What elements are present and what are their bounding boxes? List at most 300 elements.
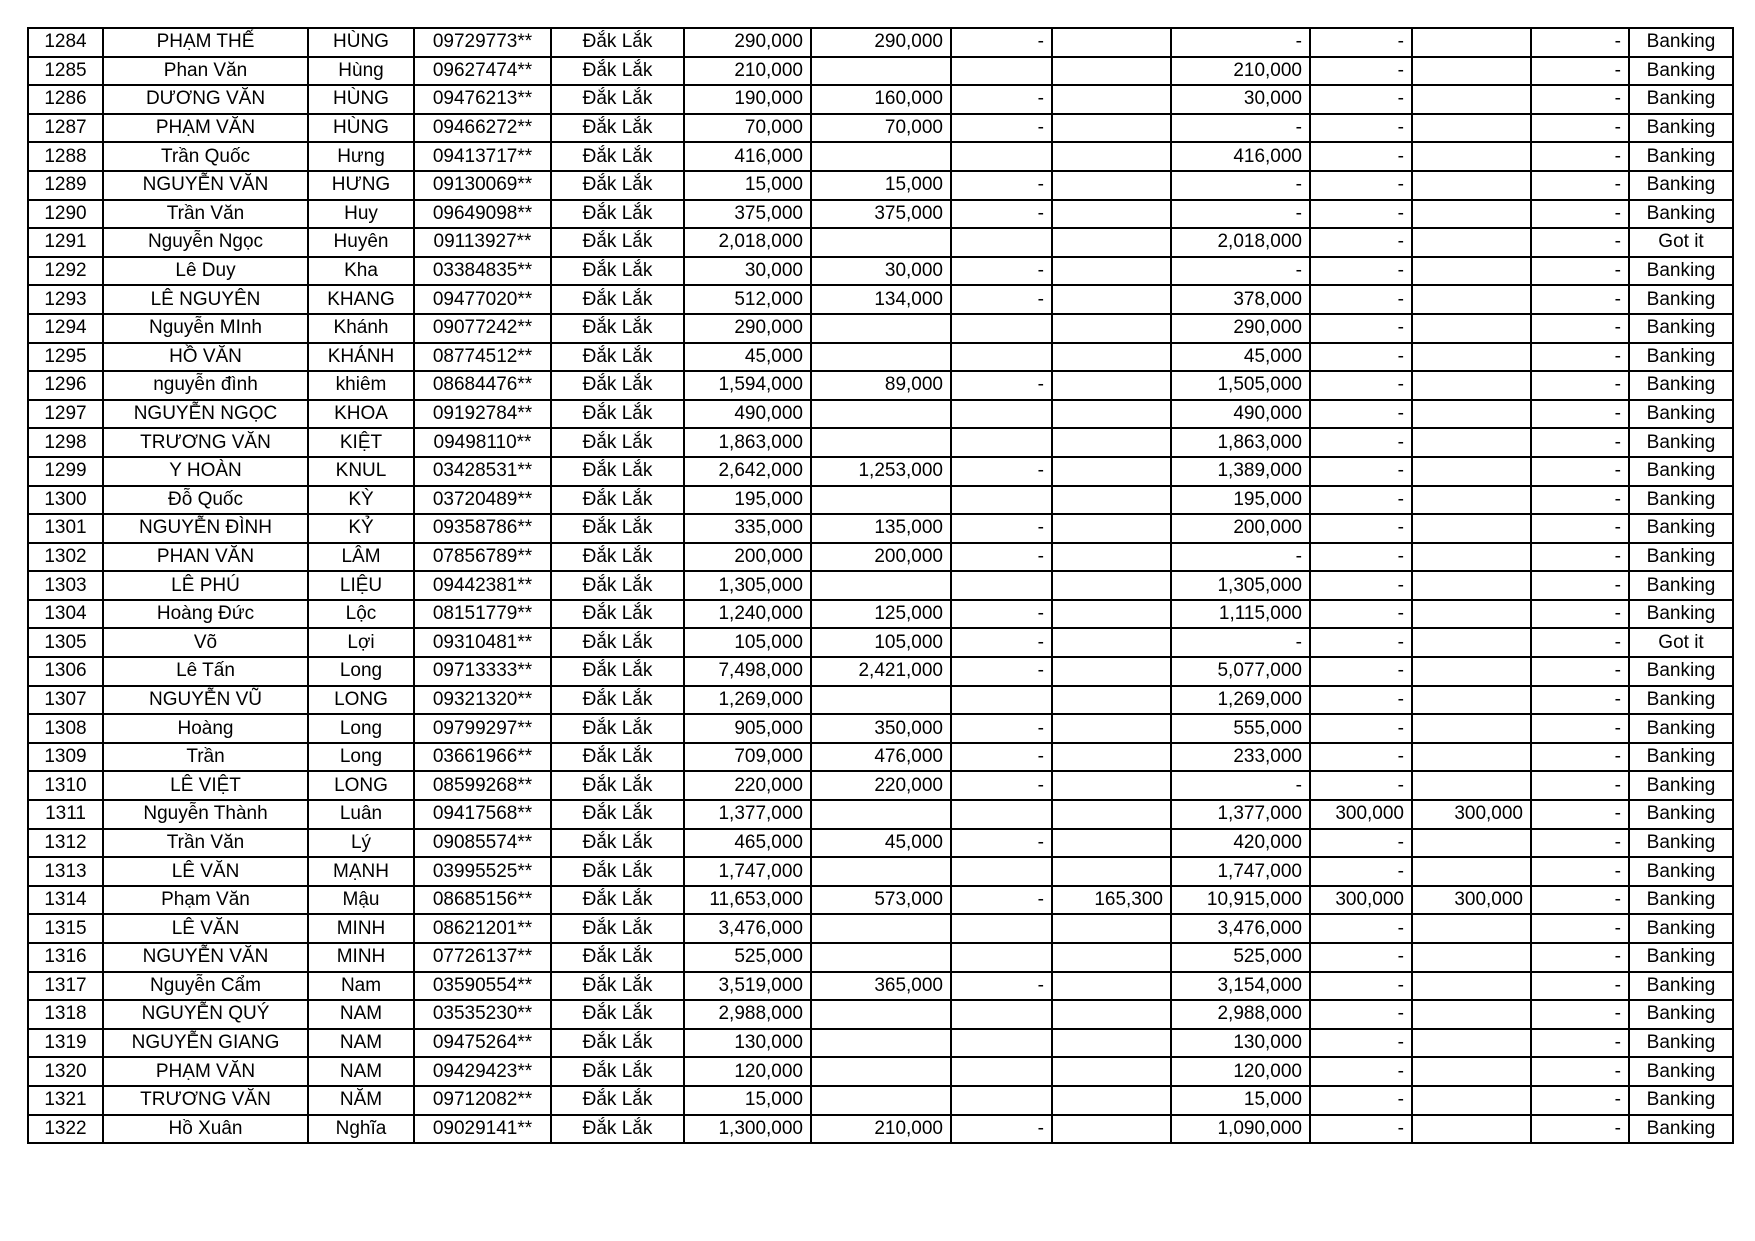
col13-cell: - xyxy=(1531,457,1629,486)
col11-cell: - xyxy=(1310,114,1412,143)
col9-cell xyxy=(1052,514,1171,543)
method-cell: Banking xyxy=(1629,1086,1733,1115)
phone-cell: 09649098** xyxy=(414,200,551,229)
total-cell: 3,476,000 xyxy=(684,914,811,943)
method-cell: Banking xyxy=(1629,743,1733,772)
method-cell: Banking xyxy=(1629,857,1733,886)
phone-cell: 09130069** xyxy=(414,171,551,200)
col11-cell: - xyxy=(1310,1115,1412,1144)
row-number: 1296 xyxy=(28,371,103,400)
col12-cell xyxy=(1412,571,1531,600)
col11-cell: - xyxy=(1310,657,1412,686)
total-cell: 1,305,000 xyxy=(684,571,811,600)
last-name-cell: HỒ VĂN xyxy=(103,343,308,372)
col8-cell xyxy=(951,857,1052,886)
last-name-cell: PHẠM VĂN xyxy=(103,114,308,143)
method-cell: Banking xyxy=(1629,514,1733,543)
province-cell: Đắk Lắk xyxy=(551,857,684,886)
total-cell: 490,000 xyxy=(684,400,811,429)
col12-cell xyxy=(1412,257,1531,286)
col13-cell: - xyxy=(1531,829,1629,858)
phone-cell: 09476213** xyxy=(414,85,551,114)
phone-cell: 09321320** xyxy=(414,686,551,715)
col9-cell xyxy=(1052,486,1171,515)
method-cell: Banking xyxy=(1629,657,1733,686)
col9-cell xyxy=(1052,257,1171,286)
col12-cell xyxy=(1412,686,1531,715)
col9-cell xyxy=(1052,972,1171,1001)
col11-cell: - xyxy=(1310,171,1412,200)
col9-cell xyxy=(1052,171,1171,200)
phone-cell: 09085574** xyxy=(414,829,551,858)
remaining-cell: 1,505,000 xyxy=(1171,371,1310,400)
col12-cell: 300,000 xyxy=(1412,800,1531,829)
paid-cell xyxy=(811,142,951,171)
last-name-cell: nguyễn đình xyxy=(103,371,308,400)
province-cell: Đắk Lắk xyxy=(551,829,684,858)
province-cell: Đắk Lắk xyxy=(551,1086,684,1115)
phone-cell: 09029141** xyxy=(414,1115,551,1144)
method-cell: Banking xyxy=(1629,400,1733,429)
total-cell: 290,000 xyxy=(684,314,811,343)
row-number: 1302 xyxy=(28,543,103,572)
province-cell: Đắk Lắk xyxy=(551,314,684,343)
method-cell: Banking xyxy=(1629,343,1733,372)
paid-cell xyxy=(811,1029,951,1058)
row-number: 1290 xyxy=(28,200,103,229)
remaining-cell: 30,000 xyxy=(1171,85,1310,114)
last-name-cell: Võ xyxy=(103,628,308,657)
last-name-cell: PHẠM VĂN xyxy=(103,1057,308,1086)
total-cell: 200,000 xyxy=(684,543,811,572)
last-name-cell: Nguyễn Ngọc xyxy=(103,228,308,257)
province-cell: Đắk Lắk xyxy=(551,200,684,229)
first-name-cell: HÙNG xyxy=(308,85,414,114)
table-row xyxy=(28,400,1733,429)
col8-cell: - xyxy=(951,285,1052,314)
col13-cell: - xyxy=(1531,142,1629,171)
col8-cell xyxy=(951,686,1052,715)
row-number: 1293 xyxy=(28,285,103,314)
col13-cell: - xyxy=(1531,257,1629,286)
col13-cell: - xyxy=(1531,800,1629,829)
col12-cell xyxy=(1412,1115,1531,1144)
province-cell: Đắk Lắk xyxy=(551,57,684,86)
total-cell: 220,000 xyxy=(684,771,811,800)
remaining-cell: - xyxy=(1171,28,1310,57)
last-name-cell: NGUYỄN VŨ xyxy=(103,686,308,715)
last-name-cell: LÊ NGUYÊN xyxy=(103,285,308,314)
province-cell: Đắk Lắk xyxy=(551,771,684,800)
row-number: 1291 xyxy=(28,228,103,257)
phone-cell: 03384835** xyxy=(414,257,551,286)
col9-cell xyxy=(1052,1000,1171,1029)
phone-cell: 08599268** xyxy=(414,771,551,800)
first-name-cell: Long xyxy=(308,714,414,743)
remaining-cell: - xyxy=(1171,543,1310,572)
method-cell: Banking xyxy=(1629,85,1733,114)
total-cell: 1,300,000 xyxy=(684,1115,811,1144)
method-cell: Banking xyxy=(1629,257,1733,286)
first-name-cell: NĂM xyxy=(308,1086,414,1115)
province-cell: Đắk Lắk xyxy=(551,1115,684,1144)
col9-cell xyxy=(1052,714,1171,743)
col9-cell xyxy=(1052,857,1171,886)
province-cell: Đắk Lắk xyxy=(551,343,684,372)
table-row xyxy=(28,800,1733,829)
col13-cell: - xyxy=(1531,1000,1629,1029)
first-name-cell: LÂM xyxy=(308,543,414,572)
col8-cell xyxy=(951,142,1052,171)
col9-cell xyxy=(1052,314,1171,343)
total-cell: 2,642,000 xyxy=(684,457,811,486)
province-cell: Đắk Lắk xyxy=(551,628,684,657)
row-number: 1301 xyxy=(28,514,103,543)
last-name-cell: Phan Văn xyxy=(103,57,308,86)
province-cell: Đắk Lắk xyxy=(551,943,684,972)
remaining-cell: 420,000 xyxy=(1171,829,1310,858)
col12-cell xyxy=(1412,914,1531,943)
col9-cell xyxy=(1052,228,1171,257)
first-name-cell: Luân xyxy=(308,800,414,829)
paid-cell: 45,000 xyxy=(811,829,951,858)
phone-cell: 08684476** xyxy=(414,371,551,400)
total-cell: 905,000 xyxy=(684,714,811,743)
total-cell: 130,000 xyxy=(684,1029,811,1058)
first-name-cell: Long xyxy=(308,657,414,686)
first-name-cell: Long xyxy=(308,743,414,772)
col13-cell: - xyxy=(1531,514,1629,543)
col9-cell xyxy=(1052,1029,1171,1058)
col13-cell: - xyxy=(1531,371,1629,400)
paid-cell: 573,000 xyxy=(811,886,951,915)
paid-cell: 200,000 xyxy=(811,543,951,572)
col8-cell xyxy=(951,800,1052,829)
first-name-cell: Huy xyxy=(308,200,414,229)
records-table xyxy=(27,27,1734,1144)
col12-cell xyxy=(1412,943,1531,972)
paid-cell: 30,000 xyxy=(811,257,951,286)
method-cell: Banking xyxy=(1629,886,1733,915)
phone-cell: 09413717** xyxy=(414,142,551,171)
first-name-cell: LONG xyxy=(308,686,414,715)
table-row xyxy=(28,914,1733,943)
phone-cell: 07726137** xyxy=(414,943,551,972)
last-name-cell: PHAN VĂN xyxy=(103,543,308,572)
table-row xyxy=(28,571,1733,600)
col12-cell xyxy=(1412,85,1531,114)
col12-cell xyxy=(1412,1086,1531,1115)
table-row xyxy=(28,1029,1733,1058)
table-row xyxy=(28,428,1733,457)
province-cell: Đắk Lắk xyxy=(551,600,684,629)
total-cell: 105,000 xyxy=(684,628,811,657)
last-name-cell: Nguyễn MInh xyxy=(103,314,308,343)
col13-cell: - xyxy=(1531,285,1629,314)
col9-cell xyxy=(1052,457,1171,486)
row-number: 1311 xyxy=(28,800,103,829)
total-cell: 1,863,000 xyxy=(684,428,811,457)
row-number: 1289 xyxy=(28,171,103,200)
method-cell: Banking xyxy=(1629,1115,1733,1144)
col9-cell xyxy=(1052,600,1171,629)
total-cell: 15,000 xyxy=(684,1086,811,1115)
total-cell: 2,988,000 xyxy=(684,1000,811,1029)
table-row xyxy=(28,514,1733,543)
phone-cell: 09627474** xyxy=(414,57,551,86)
col8-cell xyxy=(951,428,1052,457)
row-number: 1304 xyxy=(28,600,103,629)
remaining-cell: 290,000 xyxy=(1171,314,1310,343)
paid-cell xyxy=(811,1086,951,1115)
total-cell: 1,240,000 xyxy=(684,600,811,629)
col11-cell: - xyxy=(1310,972,1412,1001)
col9-cell xyxy=(1052,1115,1171,1144)
method-cell: Banking xyxy=(1629,914,1733,943)
col13-cell: - xyxy=(1531,1086,1629,1115)
paid-cell: 476,000 xyxy=(811,743,951,772)
first-name-cell: Nam xyxy=(308,972,414,1001)
phone-cell: 09310481** xyxy=(414,628,551,657)
col13-cell: - xyxy=(1531,771,1629,800)
method-cell: Banking xyxy=(1629,314,1733,343)
total-cell: 120,000 xyxy=(684,1057,811,1086)
col11-cell: 300,000 xyxy=(1310,886,1412,915)
row-number: 1312 xyxy=(28,829,103,858)
paid-cell: 2,421,000 xyxy=(811,657,951,686)
table-row xyxy=(28,171,1733,200)
province-cell: Đắk Lắk xyxy=(551,28,684,57)
method-cell: Banking xyxy=(1629,114,1733,143)
phone-cell: 08151779** xyxy=(414,600,551,629)
paid-cell xyxy=(811,857,951,886)
col9-cell xyxy=(1052,571,1171,600)
col13-cell: - xyxy=(1531,343,1629,372)
table-row xyxy=(28,857,1733,886)
col9-cell xyxy=(1052,85,1171,114)
col11-cell: - xyxy=(1310,686,1412,715)
col11-cell: - xyxy=(1310,400,1412,429)
col12-cell xyxy=(1412,314,1531,343)
remaining-cell: 525,000 xyxy=(1171,943,1310,972)
total-cell: 335,000 xyxy=(684,514,811,543)
first-name-cell: MINH xyxy=(308,914,414,943)
phone-cell: 09712082** xyxy=(414,1086,551,1115)
col12-cell xyxy=(1412,171,1531,200)
total-cell: 1,747,000 xyxy=(684,857,811,886)
row-number: 1313 xyxy=(28,857,103,886)
col9-cell: 165,300 xyxy=(1052,886,1171,915)
row-number: 1294 xyxy=(28,314,103,343)
row-number: 1298 xyxy=(28,428,103,457)
row-number: 1316 xyxy=(28,943,103,972)
col13-cell: - xyxy=(1531,314,1629,343)
total-cell: 190,000 xyxy=(684,85,811,114)
col13-cell: - xyxy=(1531,657,1629,686)
paid-cell xyxy=(811,800,951,829)
last-name-cell: NGUYỄN QUÝ xyxy=(103,1000,308,1029)
col12-cell xyxy=(1412,543,1531,572)
paid-cell: 105,000 xyxy=(811,628,951,657)
col13-cell: - xyxy=(1531,428,1629,457)
method-cell: Banking xyxy=(1629,1000,1733,1029)
col11-cell: - xyxy=(1310,257,1412,286)
col8-cell xyxy=(951,343,1052,372)
row-number: 1287 xyxy=(28,114,103,143)
paid-cell xyxy=(811,314,951,343)
col12-cell xyxy=(1412,457,1531,486)
row-number: 1321 xyxy=(28,1086,103,1115)
remaining-cell: 2,988,000 xyxy=(1171,1000,1310,1029)
province-cell: Đắk Lắk xyxy=(551,228,684,257)
table-row xyxy=(28,314,1733,343)
table-row xyxy=(28,1115,1733,1144)
phone-cell: 09442381** xyxy=(414,571,551,600)
phone-cell: 09192784** xyxy=(414,400,551,429)
col9-cell xyxy=(1052,771,1171,800)
table-row xyxy=(28,200,1733,229)
remaining-cell: - xyxy=(1171,771,1310,800)
col8-cell: - xyxy=(951,1115,1052,1144)
total-cell: 7,498,000 xyxy=(684,657,811,686)
total-cell: 416,000 xyxy=(684,142,811,171)
first-name-cell: KỲ xyxy=(308,486,414,515)
province-cell: Đắk Lắk xyxy=(551,114,684,143)
col9-cell xyxy=(1052,829,1171,858)
phone-cell: 09729773** xyxy=(414,28,551,57)
col11-cell: - xyxy=(1310,228,1412,257)
last-name-cell: NGUYỄN GIANG xyxy=(103,1029,308,1058)
col13-cell: - xyxy=(1531,686,1629,715)
col13-cell: - xyxy=(1531,171,1629,200)
first-name-cell: Nghĩa xyxy=(308,1115,414,1144)
first-name-cell: HÙNG xyxy=(308,28,414,57)
phone-cell: 09417568** xyxy=(414,800,551,829)
province-cell: Đắk Lắk xyxy=(551,428,684,457)
total-cell: 709,000 xyxy=(684,743,811,772)
col9-cell xyxy=(1052,200,1171,229)
remaining-cell: 2,018,000 xyxy=(1171,228,1310,257)
col12-cell xyxy=(1412,142,1531,171)
total-cell: 30,000 xyxy=(684,257,811,286)
col11-cell: - xyxy=(1310,457,1412,486)
col8-cell: - xyxy=(951,171,1052,200)
col8-cell: - xyxy=(951,114,1052,143)
col8-cell: - xyxy=(951,628,1052,657)
province-cell: Đắk Lắk xyxy=(551,514,684,543)
province-cell: Đắk Lắk xyxy=(551,285,684,314)
paid-cell xyxy=(811,686,951,715)
method-cell: Banking xyxy=(1629,171,1733,200)
first-name-cell: NAM xyxy=(308,1029,414,1058)
remaining-cell: 1,747,000 xyxy=(1171,857,1310,886)
remaining-cell: - xyxy=(1171,171,1310,200)
col11-cell: - xyxy=(1310,1029,1412,1058)
province-cell: Đắk Lắk xyxy=(551,486,684,515)
method-cell: Banking xyxy=(1629,28,1733,57)
col11-cell: - xyxy=(1310,543,1412,572)
col9-cell xyxy=(1052,943,1171,972)
last-name-cell: Lê Tấn xyxy=(103,657,308,686)
col13-cell: - xyxy=(1531,228,1629,257)
table-body xyxy=(28,28,1733,1143)
col8-cell: - xyxy=(951,743,1052,772)
col13-cell: - xyxy=(1531,28,1629,57)
phone-cell: 09466272** xyxy=(414,114,551,143)
table-row xyxy=(28,371,1733,400)
last-name-cell: TRƯƠNG VĂN xyxy=(103,1086,308,1115)
total-cell: 512,000 xyxy=(684,285,811,314)
col13-cell: - xyxy=(1531,628,1629,657)
table-row xyxy=(28,686,1733,715)
phone-cell: 03661966** xyxy=(414,743,551,772)
col11-cell: 300,000 xyxy=(1310,800,1412,829)
total-cell: 525,000 xyxy=(684,943,811,972)
col11-cell: - xyxy=(1310,314,1412,343)
col8-cell xyxy=(951,228,1052,257)
col12-cell xyxy=(1412,1057,1531,1086)
row-number: 1300 xyxy=(28,486,103,515)
remaining-cell: 3,476,000 xyxy=(1171,914,1310,943)
row-number: 1307 xyxy=(28,686,103,715)
first-name-cell: NAM xyxy=(308,1057,414,1086)
last-name-cell: LÊ VĂN xyxy=(103,857,308,886)
province-cell: Đắk Lắk xyxy=(551,85,684,114)
col11-cell: - xyxy=(1310,771,1412,800)
col12-cell xyxy=(1412,829,1531,858)
total-cell: 2,018,000 xyxy=(684,228,811,257)
first-name-cell: HƯNG xyxy=(308,171,414,200)
col13-cell: - xyxy=(1531,886,1629,915)
col12-cell xyxy=(1412,743,1531,772)
table-row xyxy=(28,829,1733,858)
remaining-cell: - xyxy=(1171,257,1310,286)
phone-cell: 09429423** xyxy=(414,1057,551,1086)
province-cell: Đắk Lắk xyxy=(551,686,684,715)
method-cell: Banking xyxy=(1629,57,1733,86)
table-row xyxy=(28,628,1733,657)
col9-cell xyxy=(1052,543,1171,572)
col13-cell: - xyxy=(1531,600,1629,629)
row-number: 1317 xyxy=(28,972,103,1001)
total-cell: 1,377,000 xyxy=(684,800,811,829)
col12-cell xyxy=(1412,200,1531,229)
row-number: 1320 xyxy=(28,1057,103,1086)
col11-cell: - xyxy=(1310,914,1412,943)
table-row xyxy=(28,543,1733,572)
col11-cell: - xyxy=(1310,285,1412,314)
col9-cell xyxy=(1052,743,1171,772)
phone-cell: 09358786** xyxy=(414,514,551,543)
total-cell: 11,653,000 xyxy=(684,886,811,915)
phone-cell: 03995525** xyxy=(414,857,551,886)
method-cell: Banking xyxy=(1629,285,1733,314)
table-row xyxy=(28,886,1733,915)
row-number: 1295 xyxy=(28,343,103,372)
col12-cell xyxy=(1412,28,1531,57)
col8-cell xyxy=(951,57,1052,86)
first-name-cell: NAM xyxy=(308,1000,414,1029)
row-number: 1318 xyxy=(28,1000,103,1029)
col11-cell: - xyxy=(1310,1086,1412,1115)
remaining-cell: 15,000 xyxy=(1171,1086,1310,1115)
row-number: 1319 xyxy=(28,1029,103,1058)
last-name-cell: Nguyễn Cẩm xyxy=(103,972,308,1001)
col12-cell xyxy=(1412,228,1531,257)
table-row xyxy=(28,257,1733,286)
col8-cell xyxy=(951,486,1052,515)
last-name-cell: Trần xyxy=(103,743,308,772)
